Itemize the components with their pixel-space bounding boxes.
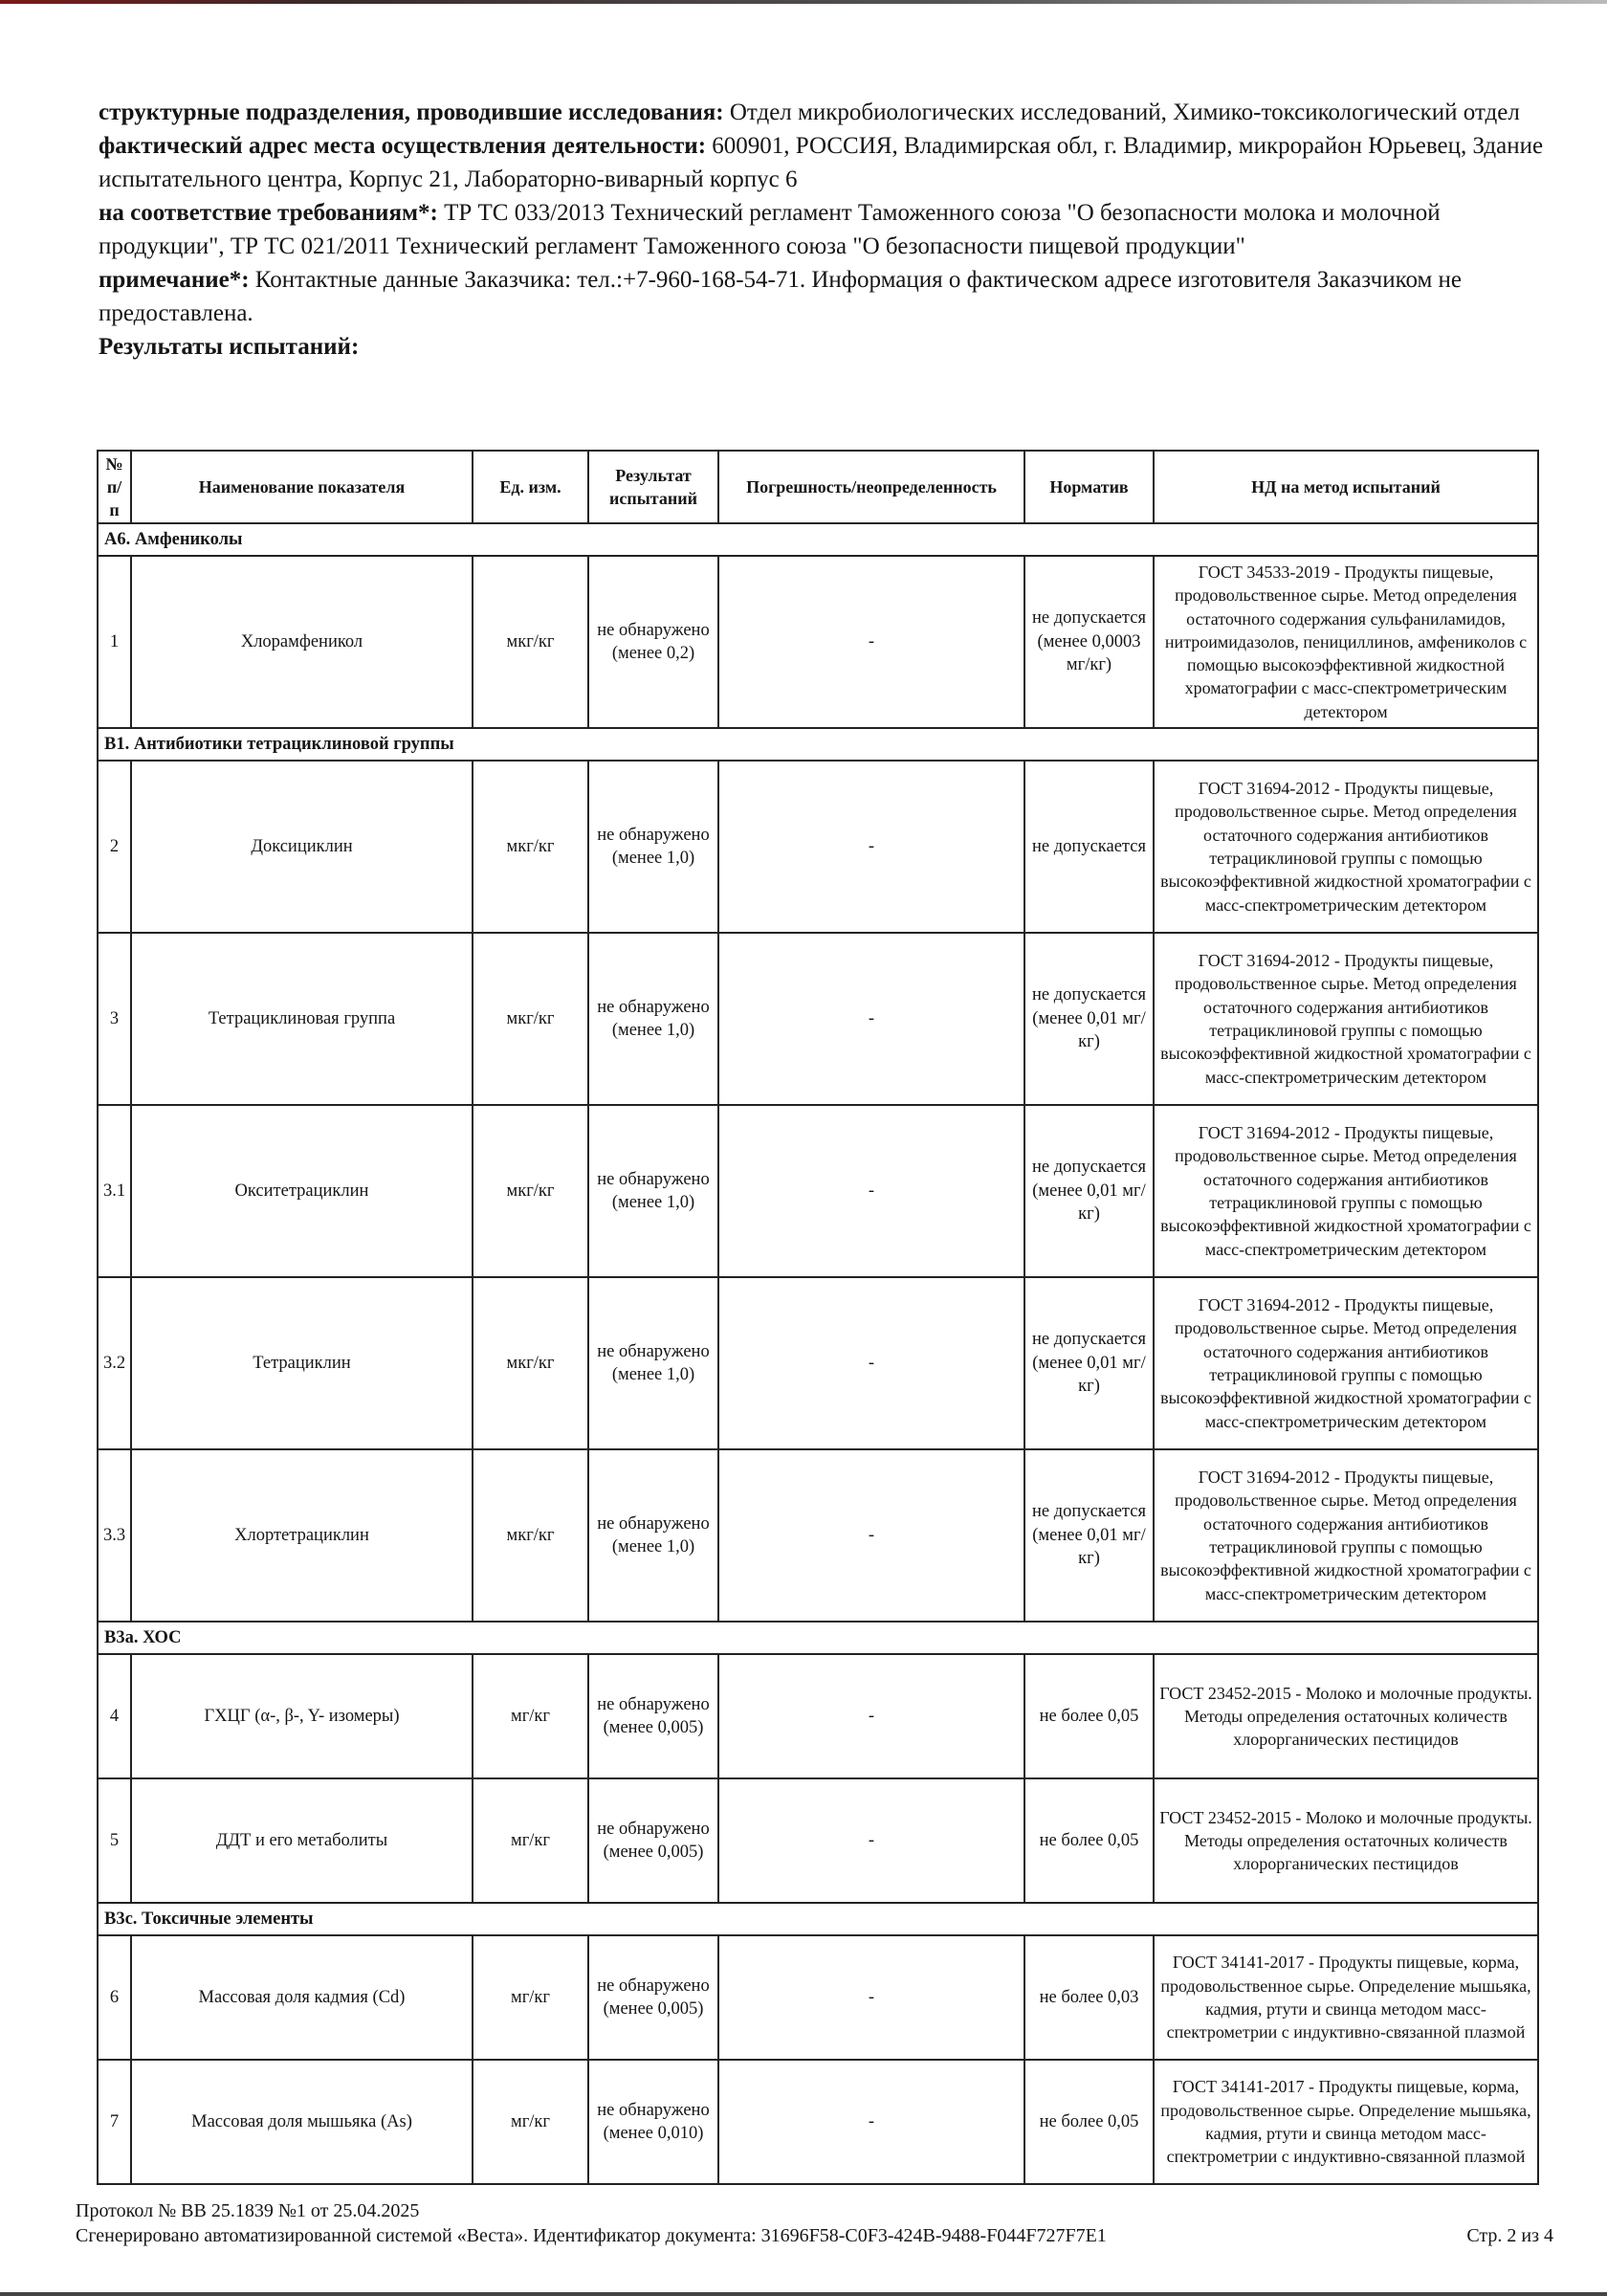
group-row	[98, 728, 1538, 761]
norm: не допускается	[1024, 761, 1154, 933]
indicator-name: ГХЦГ (α-, β-, Υ- изомеры)	[131, 1654, 473, 1778]
test-method: ГОСТ 34141-2017 - Продукты пищевые, корма, продовольственное сырье. Определение мышьяка, кадмия, ртути и свинца методом масс-спектрометрии с индуктивно-связанной плазмой	[1154, 1935, 1538, 2060]
col-header-method: НД на метод испытаний	[1154, 451, 1538, 523]
test-method: ГОСТ 23452-2015 - Молоко и молочные продукты. Методы определения остаточных количеств хлорорганических пестицидов	[1154, 1778, 1538, 1903]
group-title: В1. Антибиотики тетрациклиновой группы	[98, 728, 1538, 761]
norm: не более 0,05	[1024, 2060, 1154, 2184]
row-number: 2	[98, 761, 131, 933]
protocol-number: Протокол № ВВ 25.1839 №1 от 25.04.2025	[76, 2200, 420, 2221]
row-number: 5	[98, 1778, 131, 1903]
row-number: 7	[98, 2060, 131, 2184]
table-row	[98, 1654, 1538, 1778]
col-header-num: № п/п	[98, 451, 131, 523]
results-table	[97, 450, 1539, 2185]
table-row	[98, 1935, 1538, 2060]
indicator-name: Хлортетрациклин	[131, 1449, 473, 1622]
table-row	[98, 556, 1538, 728]
requirements-value: ТР ТС 033/2013 Технический регламент Таможенного союза "О безопасности молока и молочной продукции", ТР ТС 021/2011 Технический регламент Таможенного союза "О безопасности пищевой продукции"	[99, 200, 1441, 259]
address-label: фактический адрес места осуществления деятельности:	[99, 133, 707, 159]
group-title: А6. Амфениколы	[98, 523, 1538, 556]
uncertainty: -	[718, 1654, 1024, 1778]
test-method: ГОСТ 31694-2012 - Продукты пищевые, продовольственное сырье. Метод определения остаточного содержания антибиотиков тетрациклиновой группы с помощью высокоэффективной жидкостной хроматографии с масс-спектрометрическим детектором	[1154, 933, 1538, 1105]
departments-label: структурные подразделения, проводившие исследования:	[99, 99, 724, 125]
col-header-name: Наименование показателя	[131, 451, 473, 523]
test-method: ГОСТ 23452-2015 - Молоко и молочные продукты. Методы определения остаточных количеств хлорорганических пестицидов	[1154, 1654, 1538, 1778]
row-number: 3.2	[98, 1277, 131, 1449]
test-result: не обнаружено (менее 0,2)	[588, 556, 718, 728]
table-row	[98, 2060, 1538, 2184]
col-header-error: Погрешность/неопределенность	[718, 451, 1024, 523]
norm: не допускается (менее 0,0003 мг/кг)	[1024, 556, 1154, 728]
results-title: Результаты испытаний:	[99, 334, 360, 360]
test-result: не обнаружено (менее 1,0)	[588, 761, 718, 933]
uncertainty: -	[718, 933, 1024, 1105]
group-row	[98, 1903, 1538, 1935]
test-method: ГОСТ 31694-2012 - Продукты пищевые, продовольственное сырье. Метод определения остаточного содержания антибиотиков тетрациклиновой группы с помощью высокоэффективной жидкостной хроматографии с масс-спектрометрическим детектором	[1154, 761, 1538, 933]
unit: мкг/кг	[473, 556, 588, 728]
row-number: 3.1	[98, 1105, 131, 1277]
norm: не более 0,05	[1024, 1778, 1154, 1903]
table-row	[98, 1778, 1538, 1903]
note-line	[99, 263, 1552, 330]
row-number: 3	[98, 933, 131, 1105]
uncertainty: -	[718, 1935, 1024, 2060]
test-method: ГОСТ 31694-2012 - Продукты пищевые, продовольственное сырье. Метод определения остаточного содержания антибиотиков тетрациклиновой группы с помощью высокоэффективной жидкостной хроматографии с масс-спектрометрическим детектором	[1154, 1449, 1538, 1622]
table-header-row	[98, 451, 1538, 523]
unit: мкг/кг	[473, 933, 588, 1105]
unit: мг/кг	[473, 1654, 588, 1778]
unit: мкг/кг	[473, 1105, 588, 1277]
group-row	[98, 1622, 1538, 1654]
test-result: не обнаружено (менее 1,0)	[588, 1277, 718, 1449]
table-row	[98, 933, 1538, 1105]
uncertainty: -	[718, 761, 1024, 933]
address-line	[99, 129, 1552, 196]
unit: мг/кг	[473, 1778, 588, 1903]
col-header-norm: Норматив	[1024, 451, 1154, 523]
norm: не более 0,03	[1024, 1935, 1154, 2060]
note-value: Контактные данные Заказчика: тел.:+7-960-168-54-71. Информация о фактическом адресе изготовителя Заказчиком не предоставлена.	[99, 267, 1463, 326]
results-body	[98, 523, 1538, 2184]
indicator-name: Окситетрациклин	[131, 1105, 473, 1277]
col-header-unit: Ед. изм.	[473, 451, 588, 523]
norm: не допускается (менее 0,01 мг/кг)	[1024, 933, 1154, 1105]
test-method: ГОСТ 34533-2019 - Продукты пищевые, продовольственное сырье. Метод определения остаточного содержания сульфаниламидов, нитроимидазолов, пенициллинов, амфениколов с помощью высокоэффективной жидкостной хроматографии с масс-спектрометрическим детектором	[1154, 556, 1538, 728]
indicator-name: Хлорамфеникол	[131, 556, 473, 728]
requirements-label: на соответствие требованиям*:	[99, 200, 438, 226]
row-number: 3.3	[98, 1449, 131, 1622]
test-method: ГОСТ 31694-2012 - Продукты пищевые, продовольственное сырье. Метод определения остаточного содержания антибиотиков тетрациклиновой группы с помощью высокоэффективной жидкостной хроматографии с масс-спектрометрическим детектором	[1154, 1105, 1538, 1277]
test-result: не обнаружено (менее 1,0)	[588, 1449, 718, 1622]
departments-line	[99, 96, 1552, 129]
uncertainty: -	[718, 1778, 1024, 1903]
requirements-line	[99, 196, 1552, 263]
uncertainty: -	[718, 1449, 1024, 1622]
test-result: не обнаружено (менее 0,005)	[588, 1654, 718, 1778]
indicator-name: Массовая доля мышьяка (As)	[131, 2060, 473, 2184]
indicator-name: Тетрациклин	[131, 1277, 473, 1449]
row-number: 1	[98, 556, 131, 728]
scan-top-edge	[0, 0, 1607, 4]
norm: не более 0,05	[1024, 1654, 1154, 1778]
unit: мг/кг	[473, 1935, 588, 2060]
table-row	[98, 1449, 1538, 1622]
table-row	[98, 761, 1538, 933]
uncertainty: -	[718, 1105, 1024, 1277]
unit: мкг/кг	[473, 1277, 588, 1449]
page-footer	[76, 2198, 1553, 2248]
norm: не допускается (менее 0,01 мг/кг)	[1024, 1449, 1154, 1622]
unit: мг/кг	[473, 2060, 588, 2184]
indicator-name: ДДТ и его метаболиты	[131, 1778, 473, 1903]
test-result: не обнаружено (менее 0,010)	[588, 2060, 718, 2184]
norm: не допускается (менее 0,01 мг/кг)	[1024, 1105, 1154, 1277]
row-number: 6	[98, 1935, 131, 2060]
test-result: не обнаружено (менее 1,0)	[588, 1105, 718, 1277]
indicator-name: Массовая доля кадмия (Cd)	[131, 1935, 473, 2060]
test-method: ГОСТ 34141-2017 - Продукты пищевые, корма, продовольственное сырье. Определение мышьяка, кадмия, ртути и свинца методом масс-спектрометрии с индуктивно-связанной плазмой	[1154, 2060, 1538, 2184]
unit: мкг/кг	[473, 761, 588, 933]
group-row	[98, 523, 1538, 556]
protocol-header	[99, 96, 1552, 364]
col-header-result: Результат испытаний	[588, 451, 718, 523]
page-number: Стр. 2 из 4	[1466, 2225, 1553, 2246]
uncertainty: -	[718, 556, 1024, 728]
row-number: 4	[98, 1654, 131, 1778]
indicator-name: Доксициклин	[131, 761, 473, 933]
departments-value: Отдел микробиологических исследований, Химико-токсикологический отдел	[723, 99, 1520, 125]
norm: не допускается (менее 0,01 мг/кг)	[1024, 1277, 1154, 1449]
address-value: 600901, РОССИЯ, Владимирская обл, г. Владимир, микрорайон Юрьевец, Здание испытательного центра, Корпус 21, Лабораторно-виварный корпус 6	[99, 133, 1544, 192]
table-row	[98, 1277, 1538, 1449]
note-label: примечание*:	[99, 267, 250, 293]
uncertainty: -	[718, 2060, 1024, 2184]
group-title: В3с. Токсичные элементы	[98, 1903, 1538, 1935]
uncertainty: -	[718, 1277, 1024, 1449]
test-result: не обнаружено (менее 0,005)	[588, 1935, 718, 2060]
footer-row	[76, 2223, 1553, 2248]
scan-bottom-edge	[0, 2292, 1607, 2296]
table-row	[98, 1105, 1538, 1277]
test-result: не обнаружено (менее 0,005)	[588, 1778, 718, 1903]
test-method: ГОСТ 31694-2012 - Продукты пищевые, продовольственное сырье. Метод определения остаточного содержания антибиотиков тетрациклиновой группы с помощью высокоэффективной жидкостной хроматографии с масс-спектрометрическим детектором	[1154, 1277, 1538, 1449]
group-title: В3а. ХОС	[98, 1622, 1538, 1654]
generated-note: Сгенерировано автоматизированной системой «Веста». Идентификатор документа: 31696F58-C0F3-424B-9488-F044F727F7E1	[76, 2225, 1107, 2246]
indicator-name: Тетрациклиновая группа	[131, 933, 473, 1105]
unit: мкг/кг	[473, 1449, 588, 1622]
test-result: не обнаружено (менее 1,0)	[588, 933, 718, 1105]
